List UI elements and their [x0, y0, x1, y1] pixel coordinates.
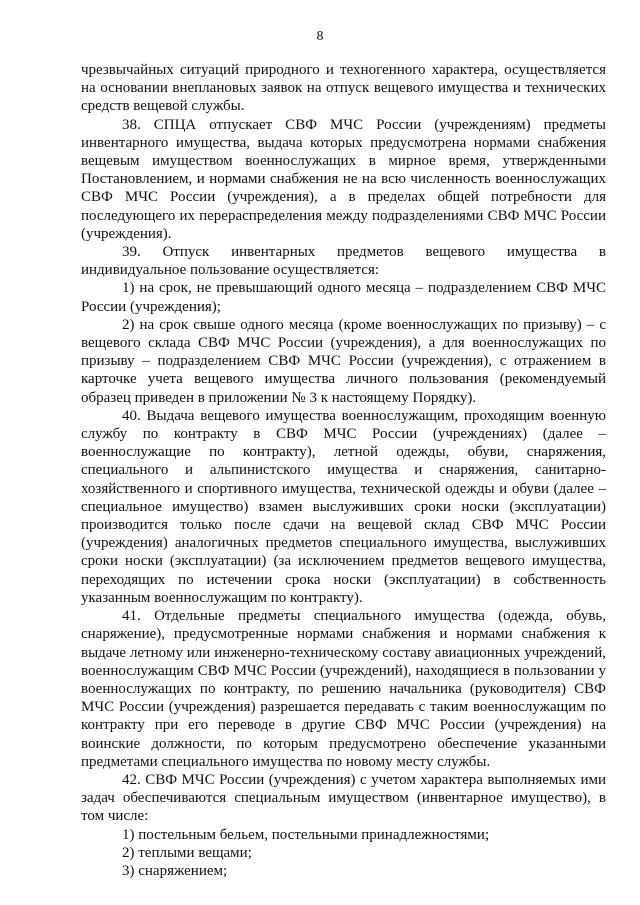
paragraph-40: 40. Выдача вещевого имущества военнослужащим, проходящим военную службу по контракту в СВФ МЧС России (учреждениях) (далее – военнослужащие по контракту), летной одежды, обуви, снаряжения, специального и альпинистского имущества и снаряжения, санитарно-хозяйственного и спортивного имущества, технической одежды и обуви (далее – специальное имущество) взамен выслуживших сроки носки (эксплуатации) производится только после сдачи на вещевой склад СВФ МЧС России (учреждения) аналогичных предметов специального имущества, выслуживших сроки носки (эксплуатации) (за исключением предметов вещевого имущества, переходящих по истечении срока носки (эксплуатации) в собственность указанным военнослужащим по контракту). [81, 407, 606, 606]
paragraph-41: 41. Отдельные предметы специального имущества (одежда, обувь, снаряжение), предусмотренные нормами снабжения и нормами снабжения к выдаче летному или инженерно-техническому составу авиационных учреждений, военнослужащим СВФ МЧС России (учреждений), находящиеся в пользовании у военнослужащих по контракту, по решению начальника (руководителя) СВФ МЧС России (учреждения) разрешается передавать с таким военнослужащим по контракту при его переводе в другие СВФ МЧС России (учреждения) на воинские должности, по которым предусмотрено обеспечение указанными предметами специального имущества по новому месту службы. [81, 608, 606, 770]
document-body [81, 61, 606, 880]
paragraph-continuation: чрезвычайных ситуаций природного и техногенного характера, осуществляется на основании внеплановых заявок на отпуск вещевого имущества и технических средств вещевой службы. [81, 62, 606, 115]
paragraph-39-item-2: 2) на срок свыше одного месяца (кроме военнослужащих по призыву) – с вещевого склада СВФ МЧС России (учреждения), а для военнослужащих по призыву – подразделением СВФ МЧС России (учреждения), с отражением в карточке учета вещевого имущества личного пользования (рекомендуемый образец приведен в приложении № 3 к настоящему Порядку). [81, 316, 606, 406]
paragraph-39-item-1: 1) на срок, не превышающий одного месяца – подразделением СВФ МЧС России (учреждения); [81, 280, 606, 315]
paragraph-42-item-2: 2) теплыми вещами; [122, 844, 252, 861]
paragraph-42: 42. СВФ МЧС России (учреждения) с учетом характера выполняемых ими задач обеспечиваются специальным имуществом (инвентарное имущество), в том числе: [81, 771, 606, 825]
paragraph-38: 38. СПЦА отпускает СВФ МЧС России (учреждениям) предметы инвентарного имущества, выдача которых предусмотрена нормами снабжения вещевым имуществом военнослужащих в мирное время, утвержденными Постановлением, и нормами снабжения не на всю численность военнослужащих СВФ МЧС России (учреждения), а в пределах общей потребности для последующего их перераспределения между подразделениями СВФ МЧС России (учреждения). [81, 116, 606, 242]
paragraph-39: 39. Отпуск инвентарных предметов вещевого имущества в индивидуальное пользование осуществляется: [81, 244, 606, 279]
paragraph-42-item-1: 1) постельным бельем, постельными принадлежностями; [122, 826, 490, 843]
paragraph-42-item-3: 3) снаряжением; [122, 862, 228, 879]
page-number: 8 [316, 29, 324, 44]
